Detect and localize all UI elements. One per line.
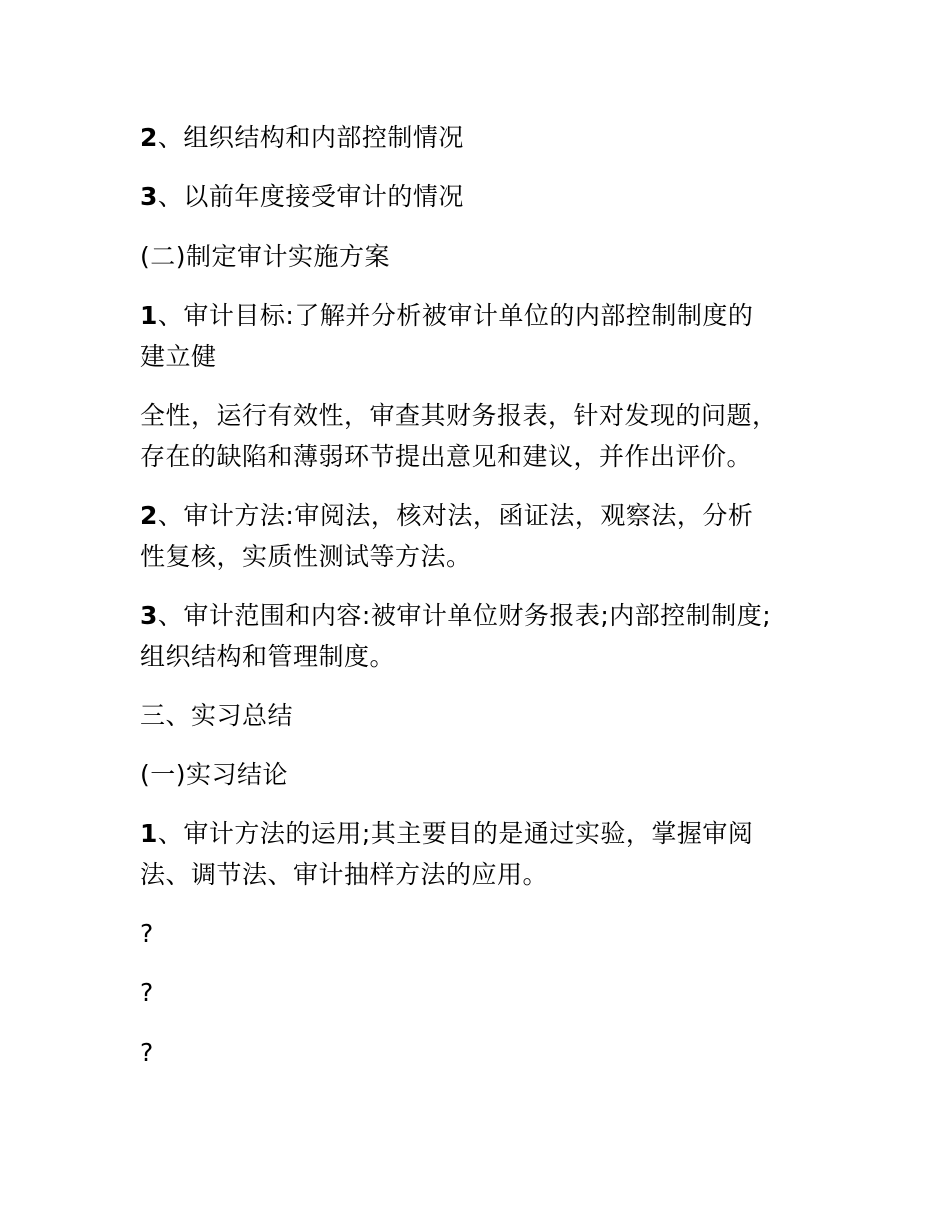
text-line: 组织结构和管理制度。	[140, 642, 396, 671]
text-line: 三、实习总结	[140, 701, 294, 730]
text-line: 法、调节法、审计抽样方法的应用。	[140, 860, 549, 889]
section-heading-internship-conclusion	[140, 754, 820, 795]
item-number: 3	[140, 182, 158, 211]
section-heading-audit-plan	[140, 236, 820, 277]
text-line	[140, 117, 820, 158]
item-text: 、以前年度接受审计的情况	[157, 182, 464, 211]
item-text: 、审计目标:了解并分析被审计单位的内部控制制度的	[157, 301, 754, 330]
section-heading-internship-summary	[140, 695, 820, 736]
text-line: ?	[140, 919, 154, 948]
text-line: (二)制定审计实施方案	[140, 242, 391, 271]
paragraph-audit-scope	[140, 595, 820, 677]
text-line	[140, 495, 820, 536]
paragraph-audit-methods	[140, 495, 820, 577]
text-line: 全性，运行有效性，审查其财务报表，针对发现的问题，	[140, 401, 778, 430]
text-line	[140, 595, 820, 636]
item-text: 、审计方法:审阅法，核对法，函证法，观察法，分析	[157, 501, 754, 530]
item-text: 、组织结构和内部控制情况	[157, 123, 464, 152]
item-number: 3	[140, 601, 158, 630]
paragraph-org-structure	[140, 117, 820, 158]
paragraph-audit-objective-continued	[140, 395, 820, 477]
text-line: 性复核，实质性测试等方法。	[140, 542, 472, 571]
paragraph-audit-method-application	[140, 813, 820, 895]
item-number: 1	[140, 301, 158, 330]
text-line: ?	[140, 1038, 154, 1067]
text-line: ?	[140, 978, 154, 1007]
text-line	[140, 813, 820, 854]
text-line: 存在的缺陷和薄弱环节提出意见和建议，并作出评价。	[140, 442, 753, 471]
placeholder-line	[140, 1032, 820, 1073]
item-number: 2	[140, 123, 158, 152]
text-line	[140, 176, 820, 217]
text-line	[140, 295, 820, 336]
item-number: 2	[140, 501, 158, 530]
paragraph-audit-objective	[140, 295, 820, 377]
placeholder-line	[140, 913, 820, 954]
placeholder-line	[140, 972, 820, 1013]
item-number: 1	[140, 819, 158, 848]
item-text: 、审计方法的运用;其主要目的是通过实验，掌握审阅	[157, 819, 754, 848]
paragraph-prior-audits	[140, 176, 820, 217]
item-text: 、审计范围和内容:被审计单位财务报表;内部控制制度;	[157, 601, 772, 630]
text-line: 建立健	[140, 342, 217, 371]
text-line: (一)实习结论	[140, 760, 289, 789]
